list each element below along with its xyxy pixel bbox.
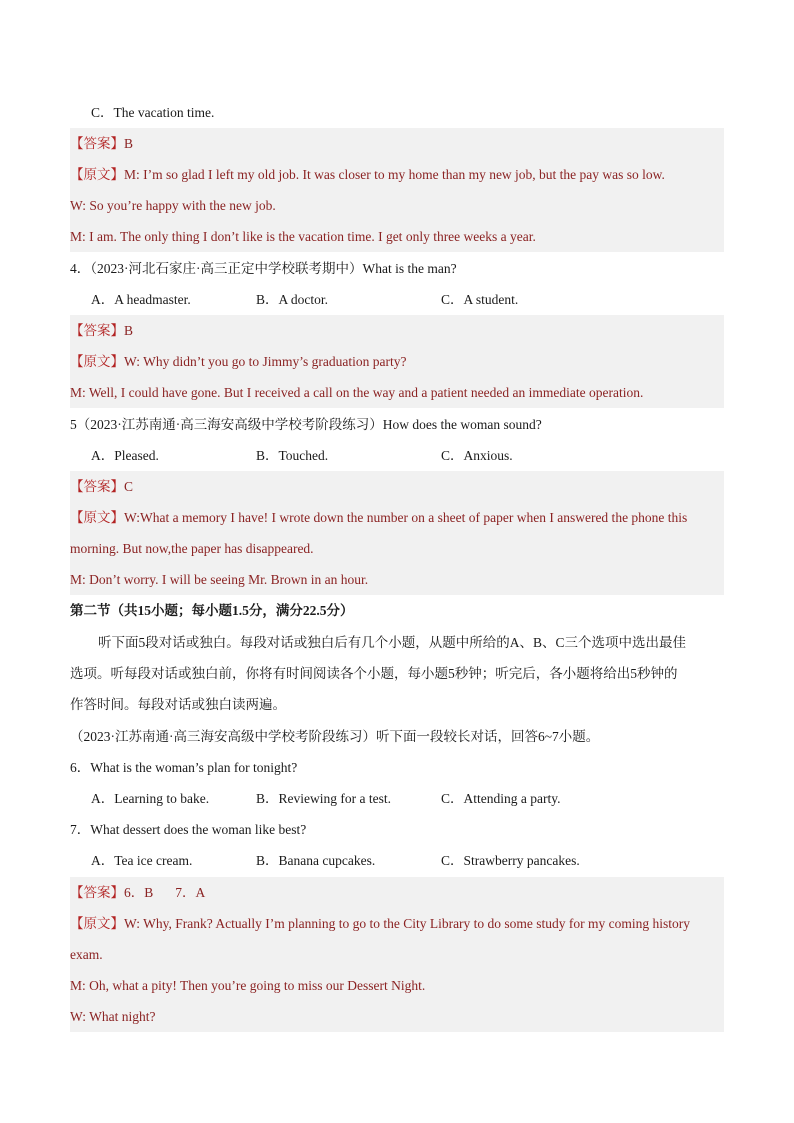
q6-option-c: C．Attending a party. xyxy=(441,791,561,806)
q4-option-b: B．A doctor. xyxy=(256,292,329,307)
q4-script-line-1: 【原文】W: Why didn’t you go to Jimmy’s graduation party? xyxy=(70,346,724,377)
q7-option-b: B．Banana cupcakes. xyxy=(256,853,376,868)
q5-option-b: B．Touched. xyxy=(256,448,329,463)
q7-options xyxy=(70,845,724,876)
q6-question: 6．What is the woman’s plan for tonight? xyxy=(70,760,298,775)
q4-question: 4．（2023·河北石家庄·高三正定中学校联考期中）What is the man? xyxy=(70,261,457,276)
section-2-source: （2023·江苏南通·高三海安高级中学校考阶段练习）听下面一段较长对话，回答6~7小题。 xyxy=(70,729,600,744)
q5-options xyxy=(70,440,724,471)
q6-7-script-line-4: W: What night? xyxy=(70,1001,724,1032)
q3-option-c: C．The vacation time. xyxy=(91,105,215,120)
q3-script-line-2: W: So you’re happy with the new job. xyxy=(70,190,724,221)
q4-option-c: C．A student. xyxy=(441,292,519,307)
q4-option-a: A．A headmaster. xyxy=(91,292,191,307)
section-2-instructions-3: 作答时间。每段对话或独白读两遍。 xyxy=(70,697,286,712)
q6-options xyxy=(70,783,724,814)
q6-option-b: B．Reviewing for a test. xyxy=(256,791,391,806)
q5-script-line-2: morning. But now,the paper has disappeared. xyxy=(70,533,724,564)
q6-7-script-line-2: exam. xyxy=(70,939,724,970)
q5-question: 5（2023·江苏南通·高三海安高级中学校考阶段练习）How does the woman sound? xyxy=(70,417,542,432)
q7-question: 7．What dessert does the woman like best? xyxy=(70,822,307,837)
q4-answer: 【答案】B xyxy=(70,315,724,346)
q6-7-script-line-1: 【原文】W: Why, Frank? Actually I’m planning to go to the City Library to do some study for my coming history xyxy=(70,908,724,939)
q3-script-line-3: M: I am. The only thing I don’t like is the vacation time. I get only three weeks a year. xyxy=(70,221,724,252)
q5-script-line-3: M: Don’t worry. I will be seeing Mr. Brown in an hour. xyxy=(70,564,724,595)
q5-option-a: A．Pleased. xyxy=(91,448,159,463)
section-2-instructions-1: 听下面5段对话或独白。每段对话或独白后有几个小题，从题中所给的A、B、C三个选项中选出最佳 xyxy=(98,635,687,650)
q5-option-c: C．Anxious. xyxy=(441,448,513,463)
q6-option-a: A．Learning to bake. xyxy=(91,791,210,806)
q6-7-answer: 【答案】6．B 7．A xyxy=(70,877,724,908)
q5-script-line-1: 【原文】W:What a memory I have! I wrote down the number on a sheet of paper when I answered the phone this xyxy=(70,502,724,533)
q4-options xyxy=(70,284,724,315)
q6-7-script-line-3: M: Oh, what a pity! Then you’re going to miss our Dessert Night. xyxy=(70,970,724,1001)
q3-script-line-1: 【原文】M: I’m so glad I left my old job. It was closer to my home than my new job, but the pay was so low. xyxy=(70,159,724,190)
q5-answer: 【答案】C xyxy=(70,471,724,502)
q7-option-a: A．Tea ice cream. xyxy=(91,853,193,868)
q4-script-line-2: M: Well, I could have gone. But I received a call on the way and a patient needed an immediate operation. xyxy=(70,377,724,408)
section-2-heading: 第二节（共15小题；每小题1.5分，满分22.5分） xyxy=(70,603,354,618)
q3-answer: 【答案】B xyxy=(70,128,724,159)
q7-option-c: C．Strawberry pancakes. xyxy=(441,853,580,868)
section-2-instructions-2: 选项。听每段对话或独白前，你将有时间阅读各个小题，每小题5秒钟；听完后，各小题将给出5秒钟的 xyxy=(70,666,678,681)
